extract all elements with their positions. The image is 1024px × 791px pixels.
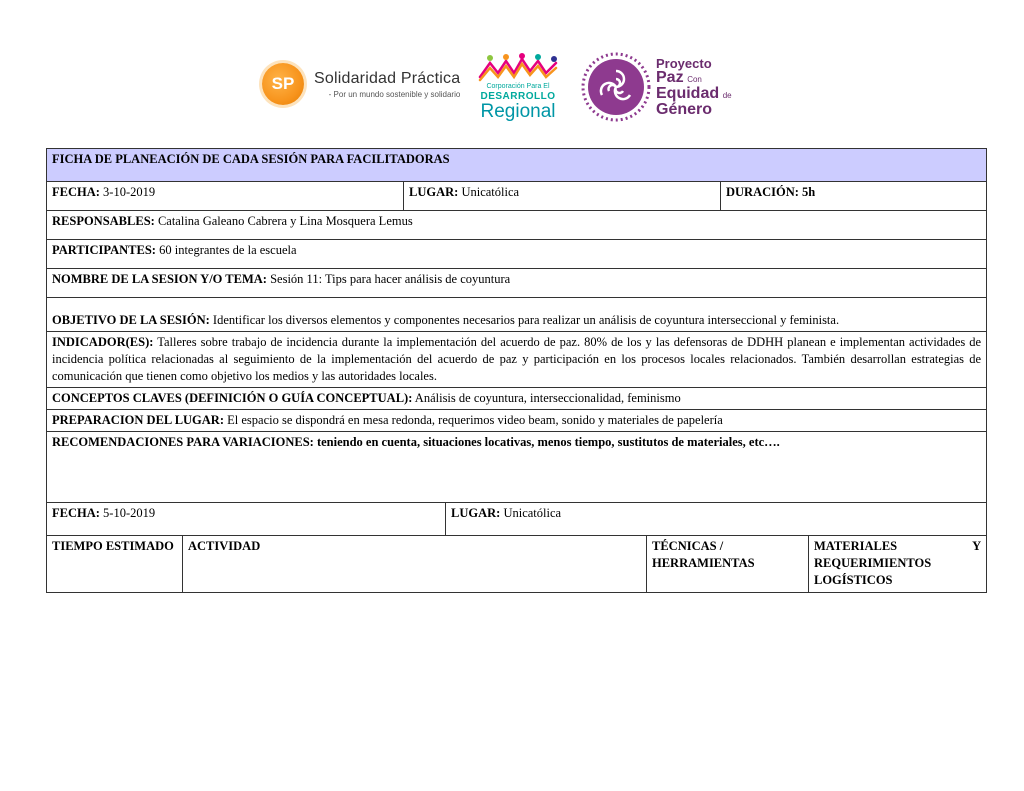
tema-label: NOMBRE DE LA SESION Y/O TEMA: [52,272,267,286]
col-tiempo: TIEMPO ESTIMADO [47,536,183,593]
conceptos-label: CONCEPTOS CLAVES (DEFINICIÓN O GUÍA CONCEPTUAL): [52,391,413,405]
preparacion-value: El espacio se dispondrá en mesa redonda, requerimos video beam, sonido y materiales de papelería [224,413,723,427]
objetivo-label: OBJETIVO DE LA SESIÓN: [52,313,210,327]
responsables-row [47,211,987,240]
responsables-value: Catalina Galeano Cabrera y Lina Mosquera Lemus [154,214,413,228]
people-figures-icon [476,53,560,83]
cdr-line1: Corporación Para El [486,83,550,90]
duracion-label: DURACIÓN: 5h [726,185,816,199]
objetivo-row [47,298,987,332]
paz-line2: Paz [656,69,684,86]
preparacion-label: PREPARACION DEL LUGAR: [52,413,224,427]
col-materiales: MATERIALES Y REQUERIMIENTOS LOGÍSTICOS [809,536,987,593]
recomendaciones-value: teniendo en cuenta, situaciones locativas, menos tiempo, sustitutos de materiales, etc…. [313,435,780,449]
lugar2-label: LUGAR: [451,506,501,520]
lugar2-value: Unicatólica [500,506,562,520]
conceptos-row [47,388,987,410]
fecha-cell [47,182,404,211]
participantes-row [47,240,987,269]
indicador-label: INDICADOR(ES): [52,335,154,349]
recomendaciones-row [47,432,987,503]
objetivo-value: Identificar los diversos elementos y componentes necesarios para realizar un análisis de coyuntura interseccional y feminista. [209,313,840,327]
responsables-label: RESPONSABLES: [52,214,155,228]
date-row [47,182,987,211]
conceptos-value: Análisis de coyuntura, interseccionalidad, feminismo [412,391,681,405]
fecha-label: FECHA: [52,185,100,199]
lugar-cell [404,182,721,211]
paz-de: de [722,91,732,100]
triskelion-icon [580,51,652,123]
col-actividad: ACTIVIDAD [183,536,647,593]
date2-row [47,503,987,536]
participantes-label: PARTICIPANTES: [52,243,156,257]
paz-line1: Proyecto [656,56,712,71]
logo-bar [0,45,1024,135]
solidaridad-practica-logo [262,63,460,105]
col-tecnicas: TÉCNICAS / HERRAMIENTAS [647,536,809,593]
planning-sheet-table [46,148,987,593]
lugar2-cell [446,503,987,536]
sp-name: Solidaridad Práctica [314,69,461,87]
paz-line4: Género [656,101,713,118]
sheet-title: FICHA DE PLANEACIÓN DE CADA SESIÓN PARA FACILITADORAS [47,149,987,182]
lugar-value: Unicatólica [458,185,520,199]
activity-header-row [47,536,987,593]
lugar-label: LUGAR: [409,185,459,199]
tema-value: Sesión 11: Tips para hacer análisis de coyuntura [266,272,511,286]
sp-circle-icon: SP [262,63,304,105]
paz-line3: Equidad [656,85,720,102]
desarrollo-regional-logo [476,53,560,128]
cdr-line3: Regional [480,101,556,122]
preparacion-row [47,410,987,432]
title-row [47,149,987,182]
participantes-value: 60 integrantes de la escuela [155,243,297,257]
indicador-value: Talleres sobre trabajo de incidencia durante la implementación del acuerdo de paz. 80% de los y las defensoras de DDHH planean e implementan actividades de incidencia política relacionadas al seguimiento de la implementación del acuerdo de paz y participación en los procesos locales relacionados. También desarrollan estrategias de comunicación que tienen como objetivo los medios y las autoridades locales. [52,335,982,383]
tema-row [47,269,987,298]
fecha2-label: FECHA: [52,506,100,520]
fecha2-value: 5-10-2019 [99,506,156,520]
indicador-row [47,332,987,388]
sp-tagline: - Por un mundo sostenible y solidario [328,89,461,99]
recomendaciones-label: RECOMENDACIONES PARA VARIACIONES: [52,435,314,449]
duracion-cell [721,182,987,211]
paz-con: Con [687,75,702,84]
fecha-value: 3-10-2019 [99,185,156,199]
paz-equidad-logo [580,51,732,123]
cdr-line2: DESARROLLO [480,91,556,102]
fecha2-cell [47,503,446,536]
